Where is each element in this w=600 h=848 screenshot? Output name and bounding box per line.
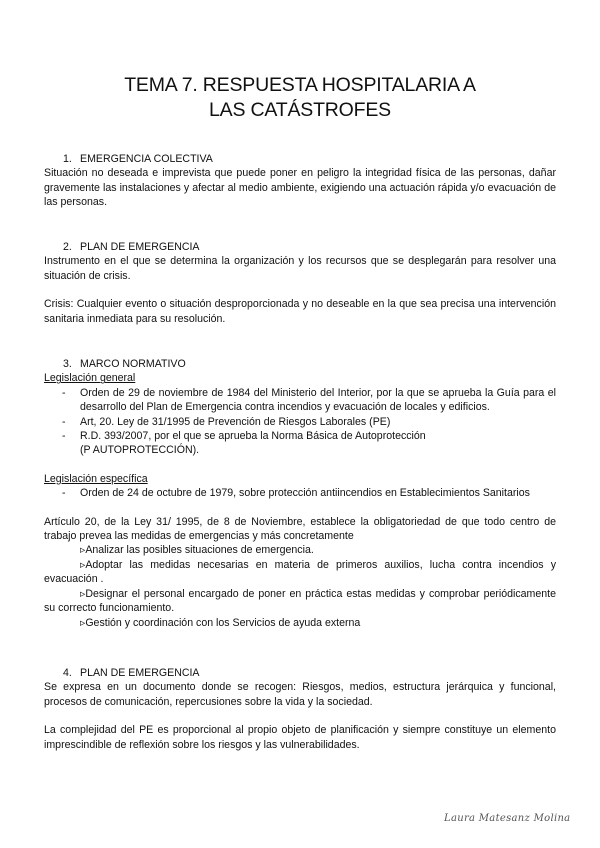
measure-item: ▹Gestión y coordinación con los Servicios de ayuda externa bbox=[80, 616, 361, 629]
section-paragraph: Instrumento en el que se determina la organización y los recursos que se desplegarán para resolver una situación de crisis. bbox=[44, 255, 556, 282]
section-heading bbox=[44, 357, 556, 371]
section-paragraph-2: La complejidad del PE es proporcional al propio objeto de planificación y siempre constituye un elemento imprescindible de reflexión sobre los riesgos y las vulnerabilidades. bbox=[44, 724, 556, 751]
section-number: 2. bbox=[63, 241, 72, 253]
legislacion-general-list bbox=[44, 386, 556, 458]
measures-list bbox=[44, 543, 556, 629]
list-item-text-continued: (P AUTOPROTECCIÓN). bbox=[80, 444, 200, 457]
list-item bbox=[44, 429, 556, 458]
dash-bullet: - bbox=[62, 415, 66, 428]
section-heading bbox=[44, 152, 556, 166]
section-title: EMERGENCIA COLECTIVA bbox=[80, 153, 213, 165]
section-paragraph: Situación no deseada e imprevista que puede poner en peligro la integridad física de las personas, dañar gravemente las instalaciones y afectar al medio ambiente, exigiendo una actuación rápida y/o evacuación de las personas. bbox=[44, 167, 556, 209]
crisis-definition: Crisis: Cualquier evento o situación desproporcionada y no deseable en la que sea precisa una intervención sanitaria inmediata para su resolución. bbox=[44, 298, 556, 325]
legislacion-general-label: Legislación general bbox=[44, 372, 136, 385]
list-item-text: R.D. 393/2007, por el que se aprueba la Norma Básica de Autoprotección bbox=[80, 430, 426, 443]
document-title bbox=[0, 73, 600, 123]
title-line-1: TEMA 7. RESPUESTA HOSPITALARIA A bbox=[124, 74, 476, 96]
section-number: 1. bbox=[63, 153, 72, 165]
legislacion-especifica-label: Legislación específica bbox=[44, 472, 148, 485]
list-item bbox=[44, 486, 556, 500]
section-heading bbox=[44, 666, 556, 680]
section-heading bbox=[44, 240, 556, 254]
measure-item: ▹Adoptar las medidas necesarias en materia de primeros auxilios, lucha contra incendios y evacuación . bbox=[44, 558, 556, 586]
section-paragraph: Se expresa en un documento donde se recogen: Riesgos, medios, estructura jerárquica y funcional, procesos de comunicación, repercusiones sobre la vida y la sociedad. bbox=[44, 681, 556, 708]
section-title: PLAN DE EMERGENCIA bbox=[80, 241, 200, 253]
section-emergencia-colectiva bbox=[44, 152, 556, 210]
title-line-2: LAS CATÁSTROFES bbox=[209, 99, 391, 121]
list-item-text: Orden de 24 de octubre de 1979, sobre protección antiincendios en Establecimientos Sanitarios bbox=[80, 487, 530, 500]
legislacion-especifica-list bbox=[44, 486, 556, 500]
list-item-text: Orden de 29 de noviembre de 1984 del Ministerio del Interior, por la que se aprueba la Guía para el desarrollo del Plan de Emergencia contra incendios y evacuación de locales y edificios. bbox=[80, 386, 556, 414]
section-number: 3. bbox=[63, 358, 72, 370]
list-item bbox=[44, 386, 556, 415]
dash-bullet: - bbox=[62, 430, 66, 443]
dash-bullet: - bbox=[62, 487, 66, 500]
section-plan-de-emergencia bbox=[44, 240, 556, 326]
section-number: 4. bbox=[63, 667, 72, 679]
measure-item: ▹Designar el personal encargado de poner en práctica estas medidas y comprobar periódicamente su correcto funcionamiento. bbox=[44, 587, 556, 615]
section-title: PLAN DE EMERGENCIA bbox=[80, 667, 200, 679]
dash-bullet: - bbox=[62, 386, 66, 399]
section-plan-de-emergencia-2 bbox=[44, 666, 556, 752]
section-marco-normativo bbox=[44, 357, 556, 630]
measure-item: ▹Analizar las posibles situaciones de emergencia. bbox=[80, 544, 314, 557]
author-signature: Laura Matesanz Molina bbox=[444, 813, 571, 824]
article-20-paragraph: Artículo 20, de la Ley 31/ 1995, de 8 de Noviembre, establece la obligatoriedad de que todo centro de trabajo prevea las medidas de emergencias y más concretamente bbox=[44, 515, 556, 543]
list-item bbox=[44, 415, 556, 429]
section-title: MARCO NORMATIVO bbox=[80, 358, 186, 370]
list-item-text: Art, 20. Ley de 31/1995 de Prevención de Riesgos Laborales (PE) bbox=[80, 415, 391, 428]
